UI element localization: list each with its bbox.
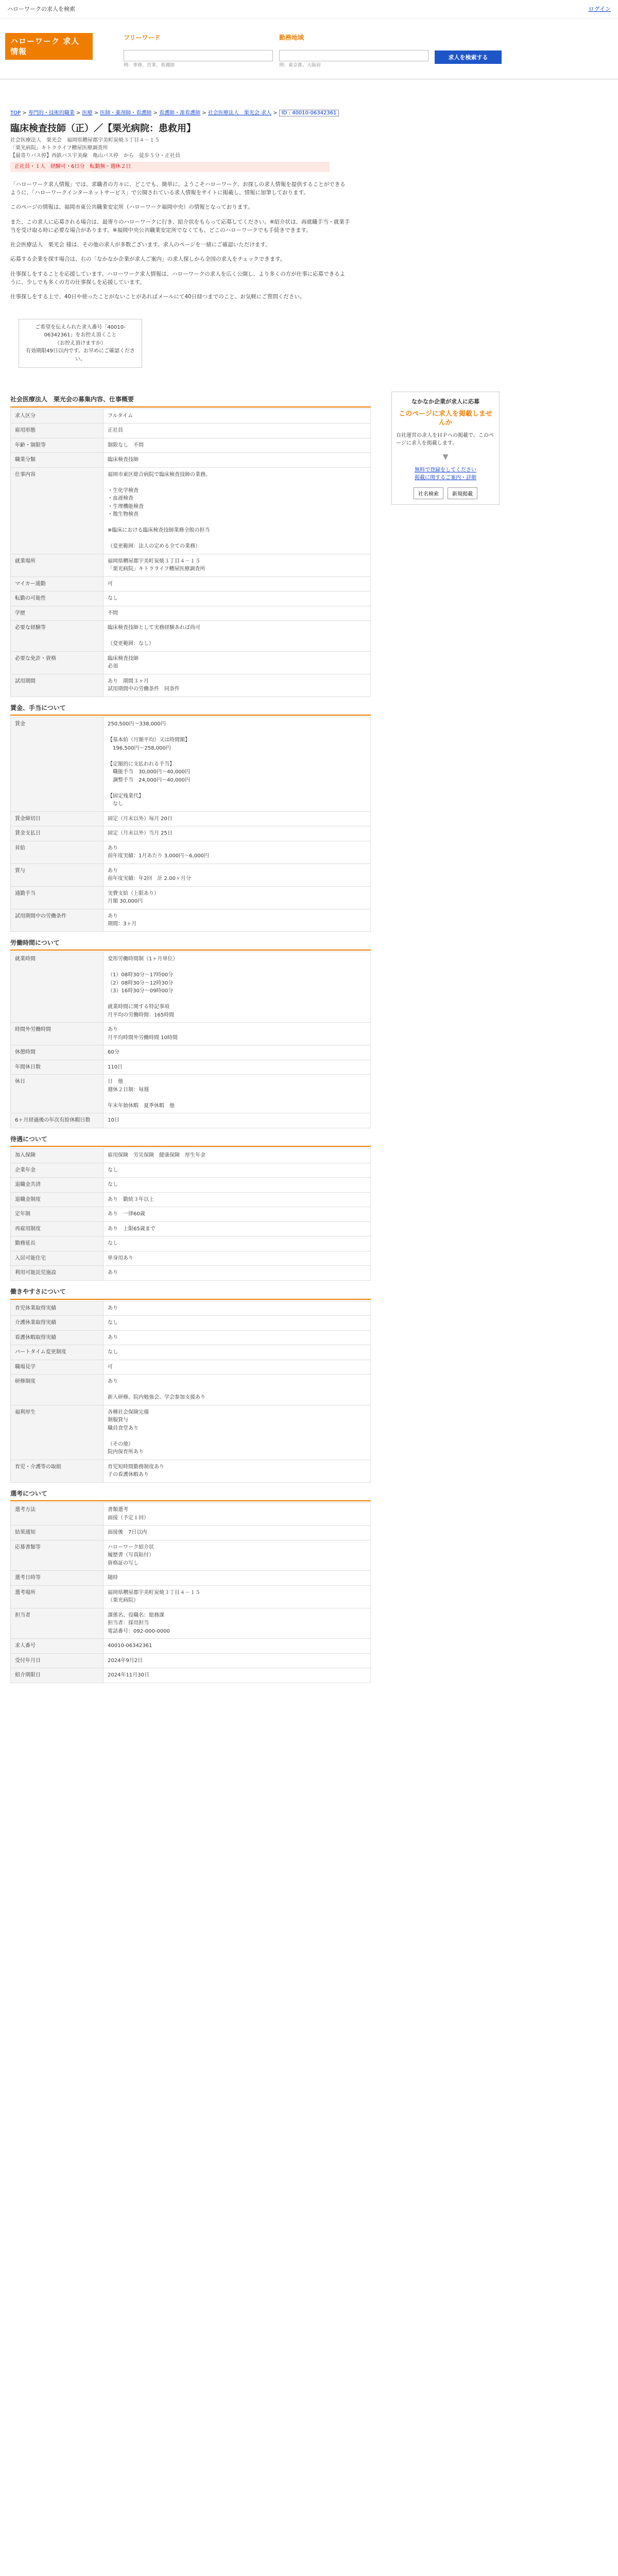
down-arrow-icon: ▼ [442, 452, 449, 461]
table-row [11, 863, 371, 886]
work-table [10, 952, 371, 1128]
row-value: あり 前年度実績：年2回 計 2.00ヶ月分 [104, 863, 371, 886]
row-value: 臨床検査技師 [104, 453, 371, 468]
row-value: 固定（月末以外）当月 25日 [104, 826, 371, 841]
table-row [11, 453, 371, 468]
row-value: 正社員 [104, 423, 371, 438]
table-row [11, 1301, 371, 1316]
row-label: 利用可能託児施設 [11, 1266, 104, 1281]
row-value: あり [104, 1330, 371, 1345]
header [0, 19, 618, 79]
row-label: 就業時間 [11, 952, 104, 1023]
table-row [11, 591, 371, 606]
job-number-text: （お控え頂けますか） [55, 340, 106, 346]
table-row [11, 621, 371, 652]
row-label: 賃金締切日 [11, 811, 104, 826]
row-label: 育児・介護等の取組 [11, 1460, 104, 1482]
sidebar [391, 392, 500, 1693]
table-row [11, 909, 371, 931]
row-value: あり 期間３ヶ月 試用期間中の労働条件 同条件 [104, 674, 371, 697]
row-value: 福岡市東区総合病院で臨床検査技師の業務。 ・生化学検査 ・血液検査 ・生理機能検査 ・微生物検査 ※臨床における臨床検査技師業務全般の担当 （変更範囲：法人の定める全ての業務） [104, 467, 371, 554]
row-label: 受付年月日 [11, 1653, 104, 1668]
row-label: 介護休業取得実績 [11, 1316, 104, 1331]
section-title: 賃金、手当について [10, 697, 371, 716]
row-label: 退職金共済 [11, 1178, 104, 1193]
breadcrumb-item[interactable]: 専門的・技術的職業 [28, 110, 75, 116]
job-tagline: 正社員・１人 経験可・6日分 転勤無・週休２日 [10, 162, 330, 172]
table-row [11, 1639, 371, 1654]
row-label: 学歴 [11, 606, 104, 621]
row-value: 面接後 7日以内 [104, 1526, 371, 1540]
table-row [11, 1653, 371, 1668]
row-label: 休日 [11, 1075, 104, 1113]
row-label: 選考方法 [11, 1503, 104, 1526]
row-label: 必要な経験等 [11, 621, 104, 652]
row-label: 時間外労働時間 [11, 1023, 104, 1045]
keyword-label: フリーワード [124, 34, 161, 41]
row-value: 40010-06342361 [104, 1639, 371, 1654]
row-value: フルタイム [104, 409, 371, 423]
row-label: 年間休日数 [11, 1060, 104, 1075]
job-number-box [19, 319, 142, 368]
row-label: 職場見学 [11, 1360, 104, 1375]
table-row [11, 1023, 371, 1045]
table-row [11, 1148, 371, 1163]
row-value: 臨床検査技師として実務経験あれば尚可 （変更範囲：なし） [104, 621, 371, 652]
intro-text [0, 173, 360, 315]
row-label: 企業年金 [11, 1163, 104, 1178]
row-label: 紹介期限日 [11, 1668, 104, 1683]
row-value: 可 [104, 1360, 371, 1375]
row-value: なし [104, 1345, 371, 1360]
row-label: 結果通知 [11, 1526, 104, 1540]
row-label: 職業分類 [11, 453, 104, 468]
row-label: 雇用形態 [11, 423, 104, 438]
keyword-hint: 例：事務、営業、看護師 [124, 62, 175, 68]
table-row [11, 1608, 371, 1639]
top-bar [0, 0, 618, 19]
table-row [11, 1503, 371, 1526]
intro-paragraph: 仕事探しをすることを応援しています。ハローワーク求人情報は、ハローワークの求人を広く公開し、より多くの方が仕事に応募できるように、少しでも多くの方の仕事探しを応援しています。 [10, 270, 346, 286]
row-value: あり [104, 1301, 371, 1316]
promo-description: 自社運営の求人をＨＰへの掲載で、このページに求人を掲載します。 [396, 432, 494, 447]
row-label: マイカー通勤 [11, 577, 104, 591]
table-row [11, 1668, 371, 1683]
table-row [11, 467, 371, 554]
row-value: 臨床検査技師 必須 [104, 651, 371, 674]
section-title: 社会医療法人 栗光会の募集内容、仕事概要 [10, 388, 371, 408]
row-label: 昇給 [11, 841, 104, 863]
row-value: 実費支給（上限あり） 月額 30,000円 [104, 886, 371, 909]
location-hint: 例：東京都、大阪府 [279, 62, 321, 68]
job-meta [0, 135, 618, 161]
row-label: 賃金支払日 [11, 826, 104, 841]
intro-paragraph: 「ハローワーク求人情報」では、求職者の方々に、どこでも、簡単に、ようこそハローワーク、お探しの求人情報を提供することができるように、「ハローワークインターネットサービス」で公開されている求人情報をサイトに掲載し、情報に加筆しております。 [10, 181, 346, 196]
row-value: 固定（月末以外）毎月 20日 [104, 811, 371, 826]
table-row [11, 1207, 371, 1222]
intro-paragraph: 社会医療法人 栗光会 様は、その他の求人が多数ございます。求人のページを一緒にご確認いただけます。 [10, 242, 271, 248]
wage-table [10, 717, 371, 932]
row-label: 試用期間中の労働条件 [11, 909, 104, 931]
table-row [11, 554, 371, 577]
table-row [11, 1585, 371, 1608]
promo-links [396, 466, 495, 482]
insurance-table [10, 1148, 371, 1281]
row-label: 賞与 [11, 863, 104, 886]
row-label: 休憩時間 [11, 1045, 104, 1060]
row-label: パートタイム変更制度 [11, 1345, 104, 1360]
row-label: 選考場所 [11, 1585, 104, 1608]
job-number-text: ご希望を伝えられた求人番号「40010-06342361」をお控え頂くこと [35, 324, 126, 338]
login-link[interactable]: ログイン [588, 5, 611, 12]
page-title: 臨床検査技師（正）／【栗光病院：患救用】 [10, 123, 196, 134]
intro-paragraph: このページの情報は、福岡市東公共職業安定所（ハローワーク福岡中央）の情報となっております。 [10, 204, 253, 211]
company-search-button[interactable]: 社名検索 [414, 487, 443, 499]
row-label: 入居可能住宅 [11, 1251, 104, 1266]
table-row [11, 606, 371, 621]
section-title: 選考について [10, 1483, 371, 1502]
table-row [11, 1163, 371, 1178]
row-value: 課係名、役職名：総務課 担当者：採用担当 電話番号：092-000-0000 [104, 1608, 371, 1639]
row-value: 可 [104, 577, 371, 591]
row-value: ハローワーク紹介状 履歴書（写真貼付） 資格証の写し [104, 1540, 371, 1571]
site-name: ハローワークの求人を検索 [7, 5, 75, 12]
row-value: なし [104, 591, 371, 606]
main-content [0, 388, 618, 1693]
row-label: 必要な免許・資格 [11, 651, 104, 674]
table-row [11, 1360, 371, 1375]
table-row [11, 1266, 371, 1281]
row-value: 10日 [104, 1113, 371, 1128]
row-label: 選考日時等 [11, 1571, 104, 1586]
row-value: 日 他 週休２日制：毎週 年末年始休暇 夏季休暇 他 [104, 1075, 371, 1113]
table-row [11, 1526, 371, 1540]
row-label: 賃金 [11, 717, 104, 812]
search-button[interactable]: 求人を検索する [435, 50, 502, 64]
row-label: 加入保険 [11, 1148, 104, 1163]
row-label: 定年制 [11, 1207, 104, 1222]
row-label: 6ヶ月経過後の年次有給休暇日数 [11, 1113, 104, 1128]
company-table [10, 409, 371, 697]
new-posting-button[interactable]: 新規掲載 [448, 487, 477, 499]
table-row [11, 1075, 371, 1113]
row-label: 転勤の可能性 [11, 591, 104, 606]
row-label: 求人区分 [11, 409, 104, 423]
row-value: 制限なし 不問 [104, 438, 371, 453]
breadcrumb-current: ID : 40010-06342361 [279, 110, 339, 116]
row-label: 通勤手当 [11, 886, 104, 909]
row-value: なし [104, 1163, 371, 1178]
location-field [279, 33, 428, 70]
table-row [11, 1222, 371, 1236]
row-value: 2024年9月2日 [104, 1653, 371, 1668]
section-title: 働きやすさについて [10, 1281, 371, 1300]
row-value: 書類選考 面接（予定１回） [104, 1503, 371, 1526]
table-row [11, 717, 371, 812]
row-value: 250,500円〜338,000円 【基本給（月額平均）又は時間額】 196,500円〜258,000円 【定額的に支払われる手当】 職能手当 30,000円〜40,000円 調整手当 24,000円〜40,000円 【固定残業代】 なし [104, 717, 371, 812]
job-detail-column [10, 388, 371, 1693]
table-row [11, 1113, 371, 1128]
job-meta-line: 【最寄りバス停】西鉄バス宇美線 亀山バス停 から 徒歩５分・正社員 [10, 153, 180, 159]
posting-info-link[interactable]: 掲載に関するご案内・詳細 [415, 475, 476, 481]
row-value: あり 前年度実績：1月あたり 3,000円〜6,000円 [104, 841, 371, 863]
row-value: あり 勤続３年以上 [104, 1192, 371, 1207]
table-row [11, 1375, 371, 1405]
table-row [11, 886, 371, 909]
row-value: あり 新人研修、院内勉強会、学会参加支援あり [104, 1375, 371, 1405]
row-value: あり 期間：3ヶ月 [104, 909, 371, 931]
table-row [11, 826, 371, 841]
table-row [11, 577, 371, 591]
table-row [11, 811, 371, 826]
intro-paragraph: 仕事探しをする上で、40日や使ったことがないことがあればメールにて40日経つまでのこと、お気軽にご質問ください。 [10, 294, 305, 300]
table-row [11, 1540, 371, 1571]
row-label: 育児休業取得実績 [11, 1301, 104, 1316]
table-row [11, 1045, 371, 1060]
row-value: なし [104, 1236, 371, 1251]
table-row [11, 1460, 371, 1482]
row-value: 60分 [104, 1045, 371, 1060]
row-value: 不問 [104, 606, 371, 621]
search-area [124, 33, 502, 70]
promo-highlight: このページに求人を掲載しませんか [399, 410, 492, 427]
table-row [11, 841, 371, 863]
row-label: 勤務延長 [11, 1236, 104, 1251]
row-label: 看護休暇取得実績 [11, 1330, 104, 1345]
row-value: あり 月平均時間外労働時間 10時間 [104, 1023, 371, 1045]
row-label: 求人番号 [11, 1639, 104, 1654]
row-label: 就業場所 [11, 554, 104, 577]
job-meta-line: 「栗光病院」キトラライフ糟屋医療調査所 [10, 145, 108, 151]
promo-title: なかなか企業が求人に応募 [411, 398, 479, 405]
table-row [11, 1405, 371, 1460]
intro-paragraph: また、この求人に応募される場合は、最寄りのハローワークに行き、紹介状をもらって応募してください。※紹介状は、再就職手当・就業手当を受け取る時に必要な場合があります。※福岡中央公共職業安定所でなくても、どこのハローワークでも手続きできます。 [10, 218, 350, 233]
keyword-input[interactable] [124, 50, 273, 61]
row-label: 試用期間 [11, 674, 104, 697]
table-row [11, 1192, 371, 1207]
section-title: 労働時間について [10, 932, 371, 951]
breadcrumb: TOP > 専門的・技術的職業 > 医療 > 医師・薬剤師・看護師 > 看護師・准看護師 > 社会医療法人 栗光会 求人 > ID : 40010-06342361 [0, 79, 618, 117]
row-label: 再雇用制度 [11, 1222, 104, 1236]
row-value: あり 一律60歳 [104, 1207, 371, 1222]
row-value: 随時 [104, 1571, 371, 1586]
row-label: 応募書類等 [11, 1540, 104, 1571]
location-label: 勤務地域 [279, 34, 304, 41]
apply-table [10, 1502, 371, 1683]
site-logo[interactable]: ハローワーク 求人情報 [5, 33, 93, 60]
row-value: 変形労働時間制（1ヶ月単位） （1）08時30分〜17時00分 （2）08時30分〜12時30分 （3）16時30分〜09時00分 就業時間に関する特記事項 月平均の労働時間：165時間 [104, 952, 371, 1023]
row-value: 2024年11月30日 [104, 1668, 371, 1683]
row-label: 研修制度 [11, 1375, 104, 1405]
row-value: 育児短時間勤務制度あり 子の看護休暇あり [104, 1460, 371, 1482]
table-row [11, 1251, 371, 1266]
table-row [11, 1060, 371, 1075]
table-row [11, 423, 371, 438]
table-row [11, 674, 371, 697]
row-value: 単身用あり [104, 1251, 371, 1266]
row-label: 退職金制度 [11, 1192, 104, 1207]
table-row [11, 1330, 371, 1345]
table-row [11, 1236, 371, 1251]
row-label: 担当者 [11, 1608, 104, 1639]
row-label: 仕事内容 [11, 467, 104, 554]
row-value: 福岡県糟屋郡宇美町炭焼３丁目４－１５ （栗光病院） [104, 1585, 371, 1608]
register-link[interactable]: 無料で登録をしてください [415, 467, 476, 473]
ease-table [10, 1301, 371, 1483]
row-value: あり [104, 1266, 371, 1281]
table-row [11, 651, 371, 674]
promo-buttons [396, 487, 495, 499]
table-row [11, 438, 371, 453]
row-value: 各種社会保険完備 制服貸与 職員食堂あり （その他） 院内保育所あり [104, 1405, 371, 1460]
breadcrumb-item[interactable]: 社会医療法人 栗光会 求人 [208, 110, 271, 116]
job-number-text: 有効期限49日以内です。お早めにご確認ください。 [26, 348, 135, 362]
job-meta-line: 社会医療法人 栗光会 福岡県糟屋郡宇美町炭焼３丁目４－１５ [10, 138, 160, 144]
table-row [11, 409, 371, 423]
row-value: 福岡県糟屋郡宇美町炭焼３丁目４－１５ 「栗光病院」キトラライフ糟屋医療調査所 [104, 554, 371, 577]
row-value: 110日 [104, 1060, 371, 1075]
table-row [11, 952, 371, 1023]
row-value: 雇用保険 労災保険 健康保険 厚生年金 [104, 1148, 371, 1163]
promo-box [391, 392, 500, 505]
breadcrumb-item[interactable]: 医師・薬剤師・看護師 [100, 110, 152, 116]
section-title: 待遇について [10, 1128, 371, 1147]
keyword-field [124, 33, 273, 70]
location-input[interactable] [279, 50, 428, 61]
row-value: あり 上限65歳まで [104, 1222, 371, 1236]
breadcrumb-item[interactable]: 看護師・准看護師 [159, 110, 201, 116]
breadcrumb-item[interactable]: TOP [10, 110, 21, 116]
intro-paragraph: 応募する企業を探す場合は、右の「なかなか企業が求人ご案内」の求人探しから全国の求人をチェックできます。 [10, 256, 286, 263]
table-row [11, 1345, 371, 1360]
table-row [11, 1178, 371, 1193]
table-row [11, 1571, 371, 1586]
row-label: 福利厚生 [11, 1405, 104, 1460]
row-label: 年齢・制限等 [11, 438, 104, 453]
breadcrumb-item[interactable]: 医療 [82, 110, 93, 116]
table-row [11, 1316, 371, 1331]
row-value: なし [104, 1178, 371, 1193]
row-value: なし [104, 1316, 371, 1331]
